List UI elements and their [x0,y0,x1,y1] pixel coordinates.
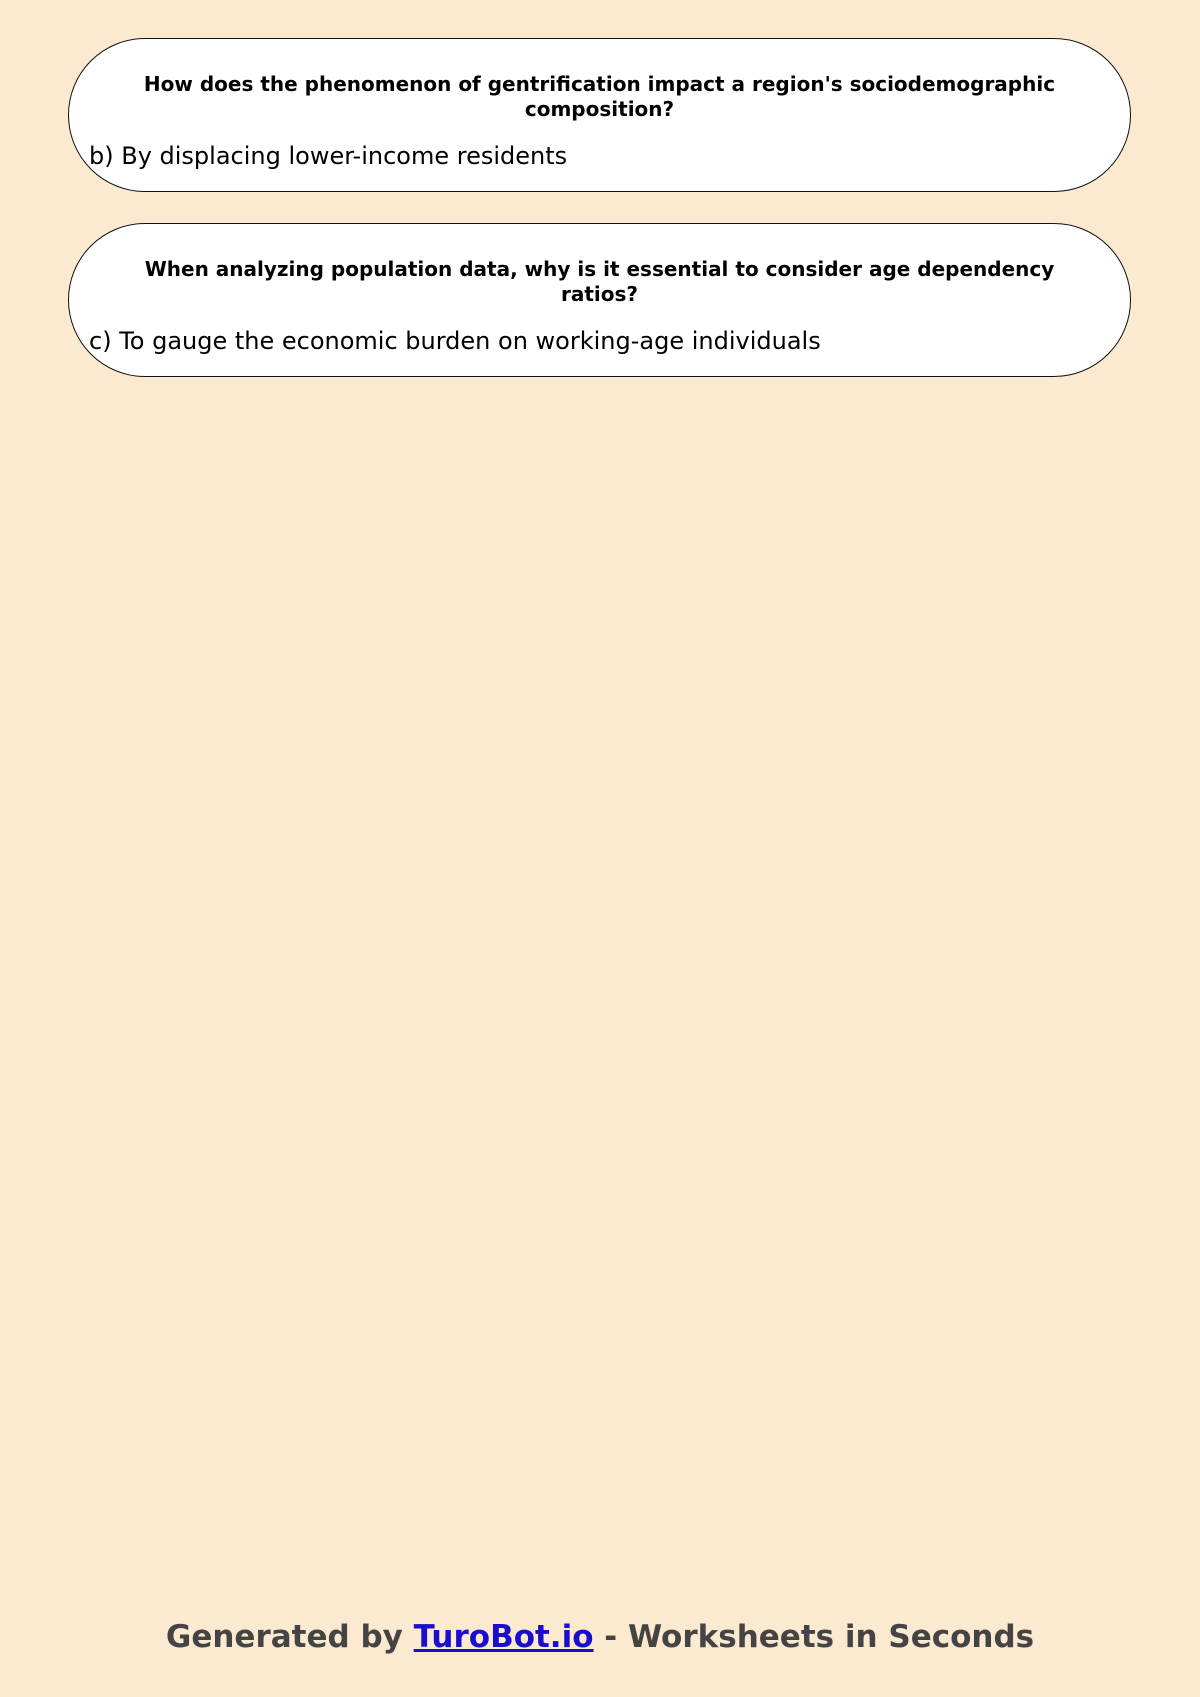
footer-suffix: - Worksheets in Seconds [593,1619,1035,1655]
turobot-link[interactable]: TuroBot.io [413,1619,594,1655]
question-text: When analyzing population data, why is it essential to consider age dependency ratios? [144,257,1055,306]
question-card-1 [68,38,1131,192]
answer-text: c) To gauge the economic burden on working-age individuals [89,327,821,355]
footer-prefix: Generated by [165,1619,414,1655]
question-text: How does the phenomenon of gentrification impact a region's sociodemographic composition? [143,72,1056,121]
question-card-2 [68,223,1131,377]
footer-credit [0,1617,1200,1657]
answer-text: b) By displacing lower-income residents [89,142,568,170]
